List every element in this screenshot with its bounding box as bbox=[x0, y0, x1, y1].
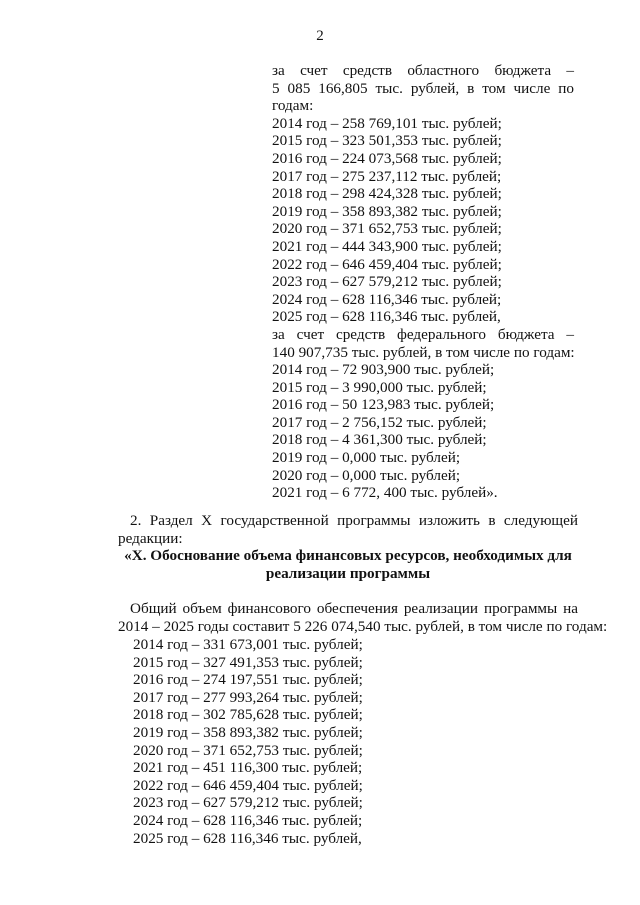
regional-year-line: 2025 год – 628 116,346 тыс. рублей, bbox=[272, 308, 501, 326]
regional-tail: годам: bbox=[272, 97, 314, 115]
regional-total: 5 085 166,805 тыс. рублей, в том числе по bbox=[272, 79, 574, 97]
regional-year-line: 2015 год – 323 501,353 тыс. рублей; bbox=[272, 132, 502, 150]
regional-year-line: 2022 год – 646 459,404 тыс. рублей; bbox=[272, 255, 502, 273]
regional-year-line: 2017 год – 275 237,112 тыс. рублей; bbox=[272, 167, 502, 185]
total-year-line: 2023 год – 627 579,212 тыс. рублей; bbox=[133, 794, 363, 812]
section-2-intro bbox=[118, 512, 578, 547]
federal-intro: за счет средств федерального бюджета – bbox=[272, 325, 574, 343]
total-year-line: 2025 год – 628 116,346 тыс. рублей, bbox=[133, 829, 362, 847]
total-year-line: 2015 год – 327 491,353 тыс. рублей; bbox=[133, 653, 363, 671]
section-2-line: 2. Раздел X государственной программы изложить в следующей bbox=[130, 512, 578, 529]
section-heading bbox=[118, 547, 578, 582]
funding-paragraph-line: 2014 – 2025 годы составит 5 226 074,540 тыс. рублей, в том числе по годам: bbox=[118, 617, 608, 635]
total-year-line: 2018 год – 302 785,628 тыс. рублей; bbox=[133, 706, 363, 724]
federal-year-line: 2019 год – 0,000 тыс. рублей; bbox=[272, 449, 461, 467]
funding-paragraph-line: Общий объем финансового обеспечения реализации программы на bbox=[130, 600, 578, 617]
regional-year-line: 2023 год – 627 579,212 тыс. рублей; bbox=[272, 273, 502, 291]
regional-year-line: 2024 год – 628 116,346 тыс. рублей; bbox=[272, 290, 502, 308]
total-year-line: 2022 год – 646 459,404 тыс. рублей; bbox=[133, 776, 363, 794]
total-year-line: 2021 год – 451 116,300 тыс. рублей; bbox=[133, 759, 363, 777]
federal-year-line: 2018 год – 4 361,300 тыс. рублей; bbox=[272, 431, 487, 449]
federal-year-line: 2014 год – 72 903,900 тыс. рублей; bbox=[272, 361, 495, 379]
federal-year-line: 2021 год – 6 772, 400 тыс. рублей». bbox=[272, 484, 498, 502]
regional-year-line: 2014 год – 258 769,101 тыс. рублей; bbox=[272, 114, 502, 132]
total-year-line: 2024 год – 628 116,346 тыс. рублей; bbox=[133, 811, 363, 829]
total-by-year-list bbox=[133, 636, 553, 847]
funding-paragraph bbox=[118, 600, 608, 635]
regional-intro: за счет средств областного бюджета – bbox=[272, 62, 574, 79]
section-heading-line: реализации программы bbox=[265, 564, 431, 582]
regional-year-line: 2016 год – 224 073,568 тыс. рублей; bbox=[272, 149, 502, 167]
total-year-line: 2017 год – 277 993,264 тыс. рублей; bbox=[133, 688, 363, 706]
section-heading-line: «X. Обоснование объема финансовых ресурсов, необходимых для bbox=[124, 547, 572, 564]
total-year-line: 2016 год – 274 197,551 тыс. рублей; bbox=[133, 671, 363, 689]
regional-budget-block bbox=[272, 62, 574, 502]
regional-year-line: 2019 год – 358 893,382 тыс. рублей; bbox=[272, 202, 502, 220]
federal-total: 140 907,735 тыс. рублей, в том числе по годам: bbox=[272, 343, 575, 361]
federal-year-line: 2020 год – 0,000 тыс. рублей; bbox=[272, 466, 461, 484]
page-number: 2 bbox=[316, 28, 324, 44]
total-year-line: 2014 год – 331 673,001 тыс. рублей; bbox=[133, 636, 363, 653]
federal-year-line: 2015 год – 3 990,000 тыс. рублей; bbox=[272, 378, 487, 396]
federal-year-line: 2016 год – 50 123,983 тыс. рублей; bbox=[272, 396, 495, 414]
federal-year-line: 2017 год – 2 756,152 тыс. рублей; bbox=[272, 413, 487, 431]
total-year-line: 2019 год – 358 893,382 тыс. рублей; bbox=[133, 723, 363, 741]
regional-year-line: 2018 год – 298 424,328 тыс. рублей; bbox=[272, 185, 502, 203]
total-year-line: 2020 год – 371 652,753 тыс. рублей; bbox=[133, 741, 363, 759]
regional-year-line: 2020 год – 371 652,753 тыс. рублей; bbox=[272, 220, 502, 238]
section-2-line: редакции: bbox=[118, 529, 183, 547]
regional-year-line: 2021 год – 444 343,900 тыс. рублей; bbox=[272, 237, 502, 255]
